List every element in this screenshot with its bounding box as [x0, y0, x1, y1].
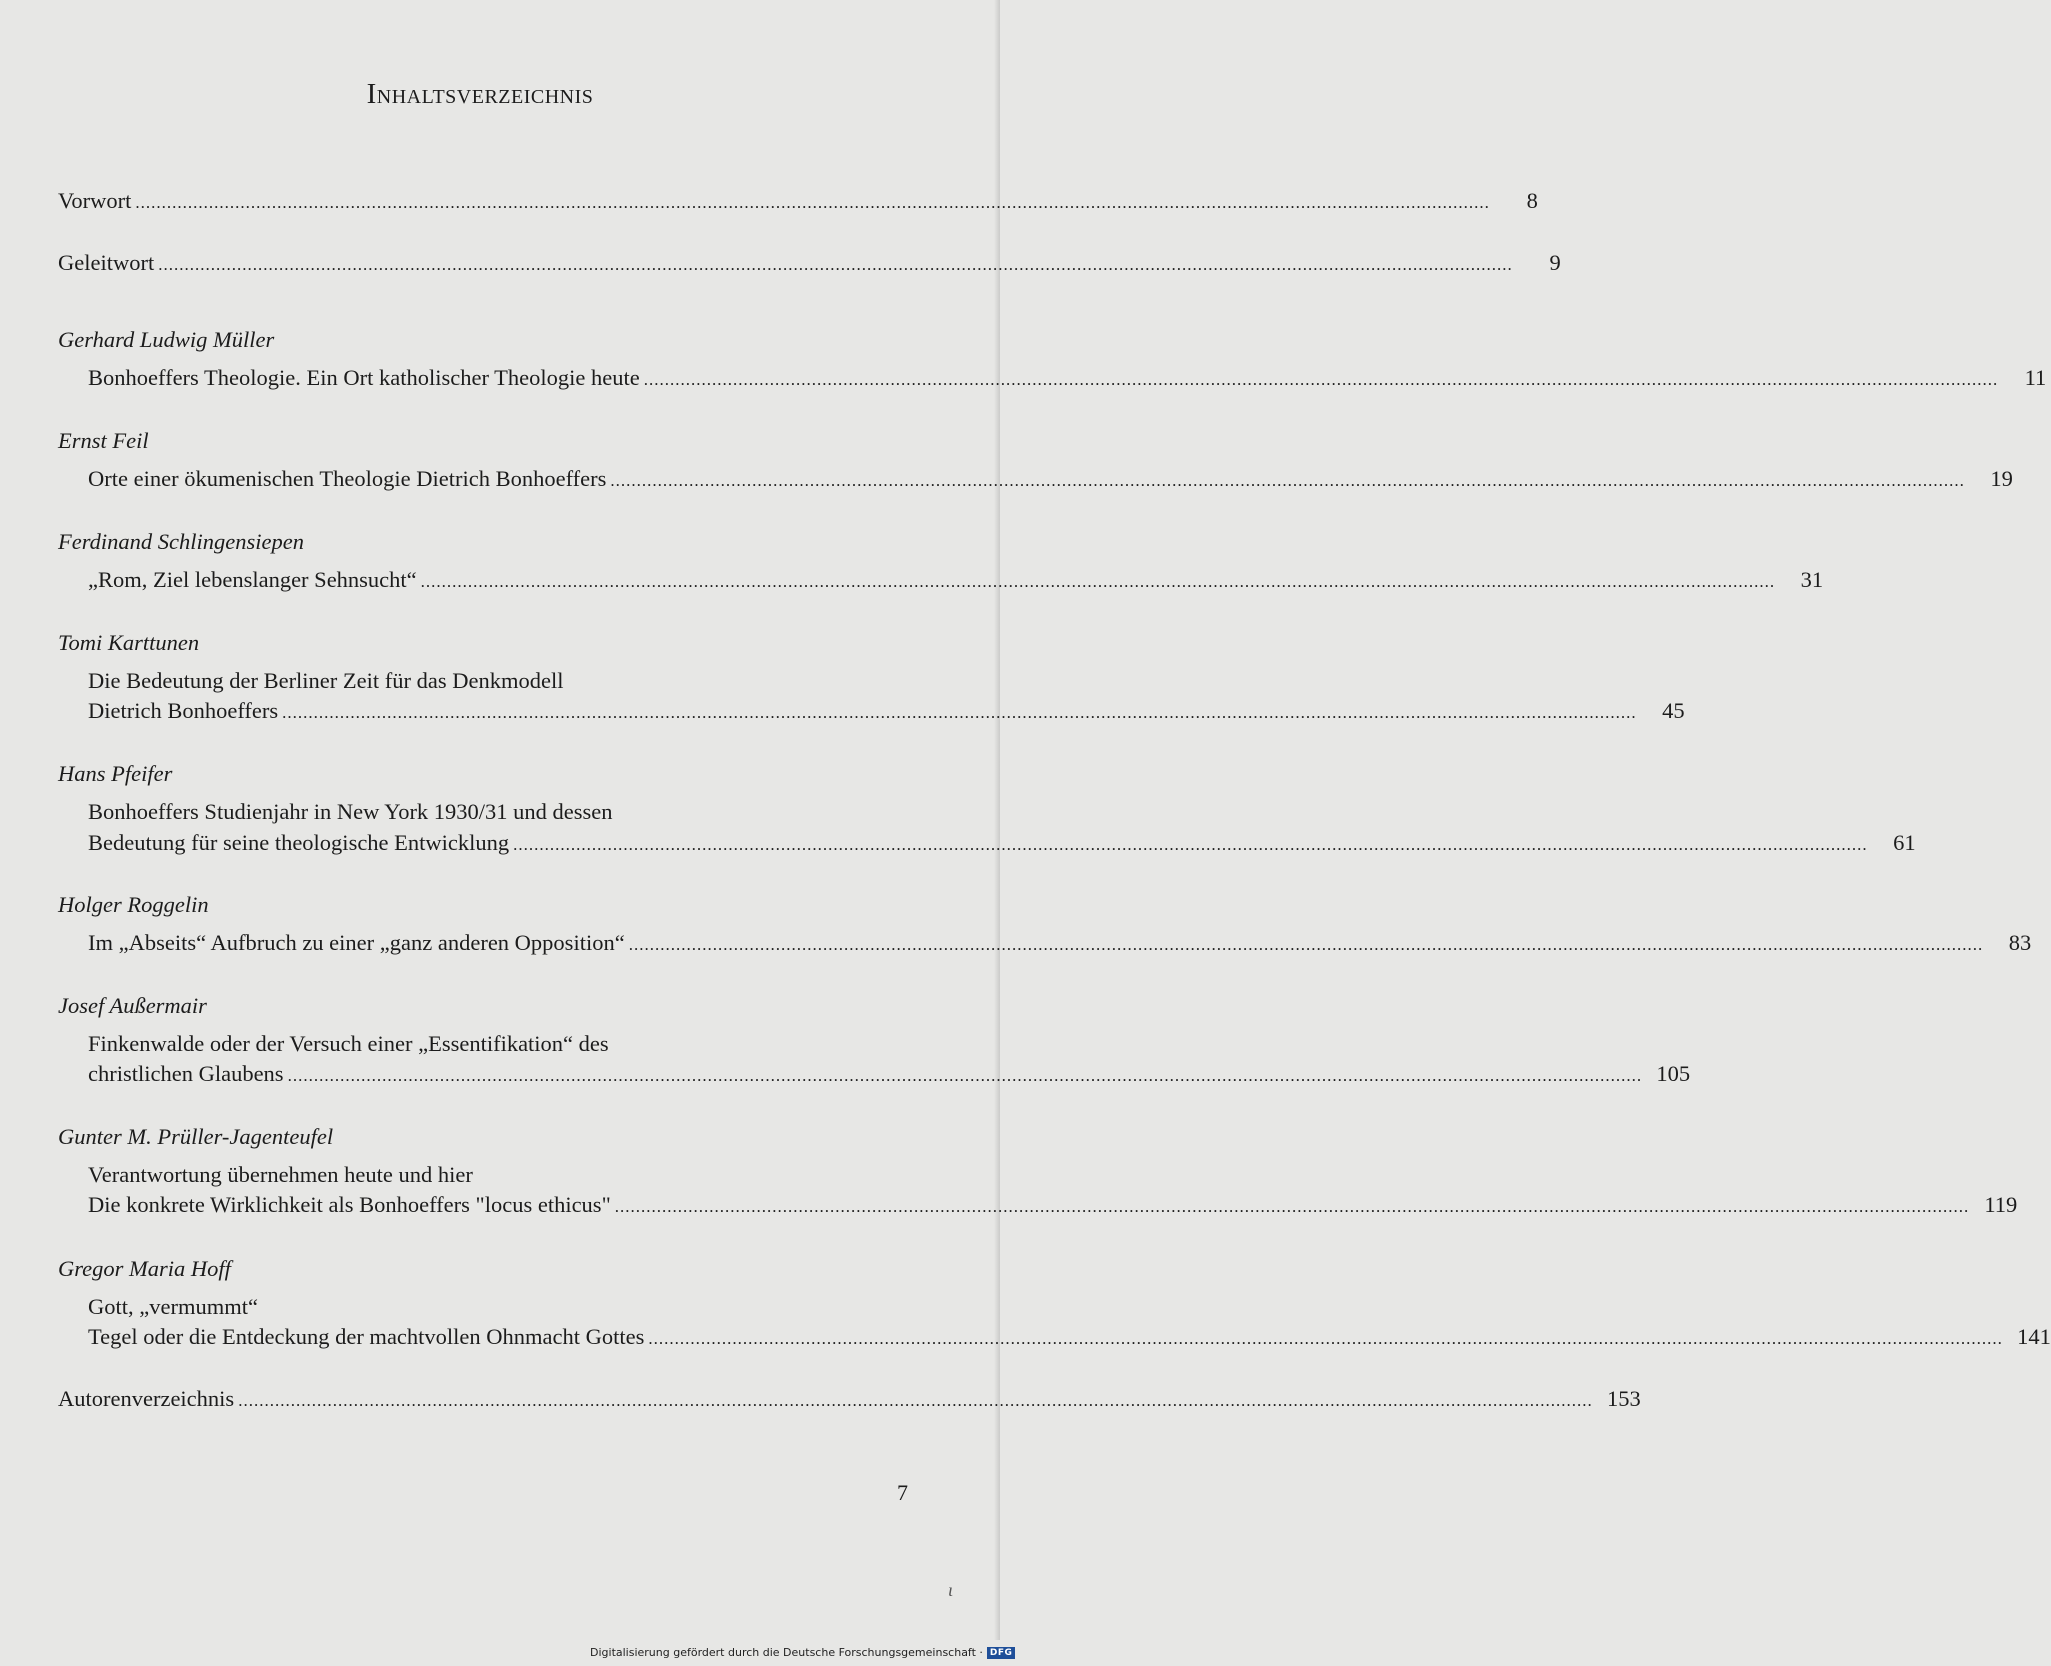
leader-dots — [135, 188, 1490, 218]
toc-author: Ernst Feil — [58, 428, 149, 453]
toc-entry-geleitwort[interactable] — [58, 248, 1561, 280]
toc-entry-title: Bedeutung für seine theologische Entwicklung — [88, 830, 510, 855]
toc-entry-page: 9 — [1549, 250, 1561, 275]
toc-entry-title: Orte einer ökumenischen Theologie Dietrich Bonhoeffers — [88, 466, 607, 491]
toc-entry-page: 45 — [1662, 698, 1685, 723]
toc-entry-title: christlichen Glaubens — [88, 1061, 284, 1086]
leader-dots — [610, 466, 1965, 496]
page-title: Inhaltsverzeichnis — [366, 78, 594, 110]
toc-entry-pfeifer[interactable] — [88, 828, 1916, 860]
toc-entry-page: 31 — [1800, 567, 1824, 592]
page-number: 7 — [897, 1480, 908, 1505]
leader-dots — [513, 830, 1868, 860]
toc-entry-mueller[interactable] — [88, 363, 2047, 395]
toc-entry-page: 8 — [1526, 188, 1538, 213]
toc-entry-title: Die konkrete Wirklichkeit als Bonhoeffers "locus ethicus" — [88, 1192, 611, 1217]
toc-author: Gunter M. Prüller-Jagenteufel — [58, 1124, 334, 1149]
toc-entry-page: 153 — [1606, 1386, 1641, 1411]
toc-entry-title-line: Gott, „vermummt“ — [88, 1294, 258, 1319]
toc-entry-page: 83 — [2008, 930, 2032, 955]
leader-dots — [421, 567, 1776, 597]
toc-author: Gerhard Ludwig Müller — [58, 327, 275, 352]
toc-author: Gregor Maria Hoff — [58, 1256, 231, 1281]
digitization-footer — [590, 1646, 1015, 1659]
leader-dots — [282, 698, 1637, 728]
margin-mark: ɩ — [948, 1580, 954, 1600]
toc-entry-prueller-jagenteufel[interactable] — [88, 1190, 2018, 1222]
leader-dots — [644, 365, 1999, 395]
toc-entry-page: 19 — [1990, 466, 2013, 491]
leader-dots — [158, 250, 1513, 280]
toc-entry-karttunen[interactable] — [88, 696, 1685, 728]
toc-entry-title: Dietrich Bonhoeffers — [88, 698, 279, 723]
toc-entry-hoff[interactable] — [88, 1322, 2051, 1354]
toc-entry-title: Geleitwort — [58, 250, 155, 275]
toc-author: Ferdinand Schlingensiepen — [58, 529, 304, 554]
leader-dots — [629, 930, 1984, 960]
footer-text: Digitalisierung gefördert durch die Deutsche Forschungsgemeinschaft · — [590, 1646, 983, 1659]
toc-entry-title-line: Verantwortung übernehmen heute und hier — [88, 1162, 473, 1187]
toc-entry-title-line: Die Bedeutung der Berliner Zeit für das Denkmodell — [88, 668, 564, 693]
toc-entry-page: 141 — [2017, 1324, 2051, 1349]
toc-entry-title: Vorwort — [58, 188, 132, 213]
toc-entry-title: Tegel oder die Entdeckung der machtvollen Ohnmacht Gottes — [88, 1324, 645, 1349]
toc-entry-schlingensiepen[interactable] — [88, 565, 1824, 597]
toc-entry-aussermair[interactable] — [88, 1059, 1691, 1091]
toc-author: Hans Pfeifer — [58, 761, 173, 786]
leader-dots — [648, 1324, 2003, 1354]
toc-entry-page: 119 — [1984, 1192, 2018, 1217]
leader-dots — [238, 1386, 1593, 1416]
toc-entry-vorwort[interactable] — [58, 186, 1538, 218]
toc-entry-title: Im „Abseits“ Aufbruch zu einer „ganz anderen Opposition“ — [88, 930, 625, 955]
toc-entry-page: 11 — [2024, 365, 2047, 390]
toc-entry-title: „Rom, Ziel lebenslanger Sehnsucht“ — [88, 567, 417, 592]
leader-dots — [288, 1061, 1643, 1091]
toc-entry-page: 61 — [1893, 830, 1916, 855]
toc-entry-title-line: Finkenwalde oder der Versuch einer „Essentifikation“ des — [88, 1031, 609, 1056]
toc-entry-title-line: Bonhoeffers Studienjahr in New York 1930/31 und dessen — [88, 799, 613, 824]
toc-entry-page: 105 — [1656, 1061, 1691, 1086]
toc-entry-title: Bonhoeffers Theologie. Ein Ort katholischer Theologie heute — [88, 365, 640, 390]
dfg-logo: DFG — [987, 1647, 1016, 1659]
toc-author: Holger Roggelin — [58, 892, 209, 917]
toc-entry-feil[interactable] — [88, 464, 2013, 496]
toc-entry-autorenverzeichnis[interactable] — [58, 1384, 1641, 1416]
toc-author: Tomi Karttunen — [58, 630, 200, 655]
toc-entry-roggelin[interactable] — [88, 928, 2032, 960]
toc-author: Josef Außermair — [58, 993, 207, 1018]
leader-dots — [615, 1192, 1970, 1222]
toc-entry-title: Autorenverzeichnis — [58, 1386, 235, 1411]
